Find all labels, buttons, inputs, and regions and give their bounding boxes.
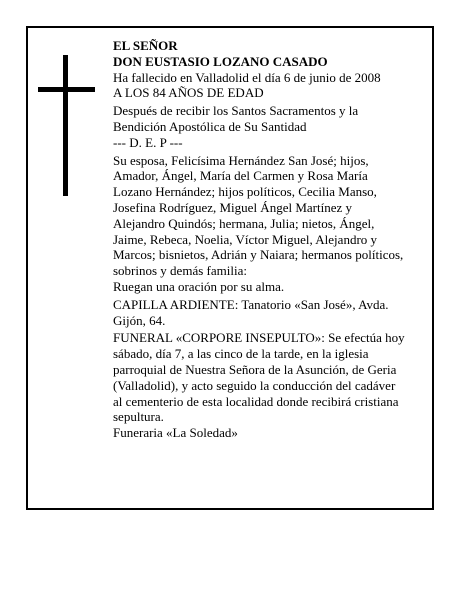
prayer-line: Ruegan una oración por su alma.: [113, 278, 285, 294]
funeral-line: sábado, día 7, a las cinco de la tarde, en la iglesia: [113, 346, 369, 362]
family-line: sobrinos y demás familia:: [113, 263, 247, 279]
cross-icon-horizontal-bar: [38, 87, 95, 92]
family-line: Lozano Hernández; hijos políticos, Cecilia Manso,: [113, 184, 377, 200]
family-line: Jaime, Rebeca, Noelia, Víctor Miguel, Alejandro y: [113, 231, 378, 247]
chapel-line: Gijón, 64.: [113, 312, 166, 328]
death-notice: Ha fallecido en Valladolid el día 6 de junio de 2008: [113, 69, 381, 85]
title-line-1: EL SEÑOR: [113, 38, 178, 53]
family-line: Alejandro Quindós; hermana, Julia; nietos, Ángel,: [113, 215, 375, 231]
sacraments-line: Bendición Apostólica de Su Santidad: [113, 118, 307, 134]
sacraments-line: Después de recibir los Santos Sacramentos y la: [113, 103, 359, 119]
chapel-line: CAPILLA ARDIENTE: Tanatorio «San José», Avda.: [113, 296, 389, 312]
funeral-line: sepultura.: [113, 409, 164, 425]
funeral-home: Funeraria «La Soledad»: [113, 425, 238, 441]
obituary-text: [113, 38, 429, 441]
rip-line: --- D. E. P ---: [113, 134, 183, 150]
age-line: A LOS 84 AÑOS DE EDAD: [113, 85, 264, 101]
deceased-name: DON EUSTASIO LOZANO CASADO: [113, 53, 328, 69]
funeral-line: FUNERAL «CORPORE INSEPULTO»: Se efectúa hoy: [113, 330, 405, 346]
family-line: Amador, Ángel, María del Carmen y Rosa María: [113, 168, 368, 184]
family-line: Josefina Rodríguez, Miguel Ángel Martínez y: [113, 199, 352, 215]
cross-icon-vertical-bar: [63, 55, 68, 196]
funeral-line: al cementerio de esta localidad donde recibirá cristiana: [113, 393, 399, 409]
family-line: Su esposa, Felicísima Hernández San José; hijos,: [113, 152, 369, 168]
funeral-line: parroquial de Nuestra Señora de la Asunción, de Geria: [113, 361, 397, 377]
family-line: Marcos; bisnietos, Adrián y Naiara; hermanos políticos,: [113, 247, 404, 263]
funeral-line: (Valladolid), y acto seguido la conducción del cadáver: [113, 377, 396, 393]
